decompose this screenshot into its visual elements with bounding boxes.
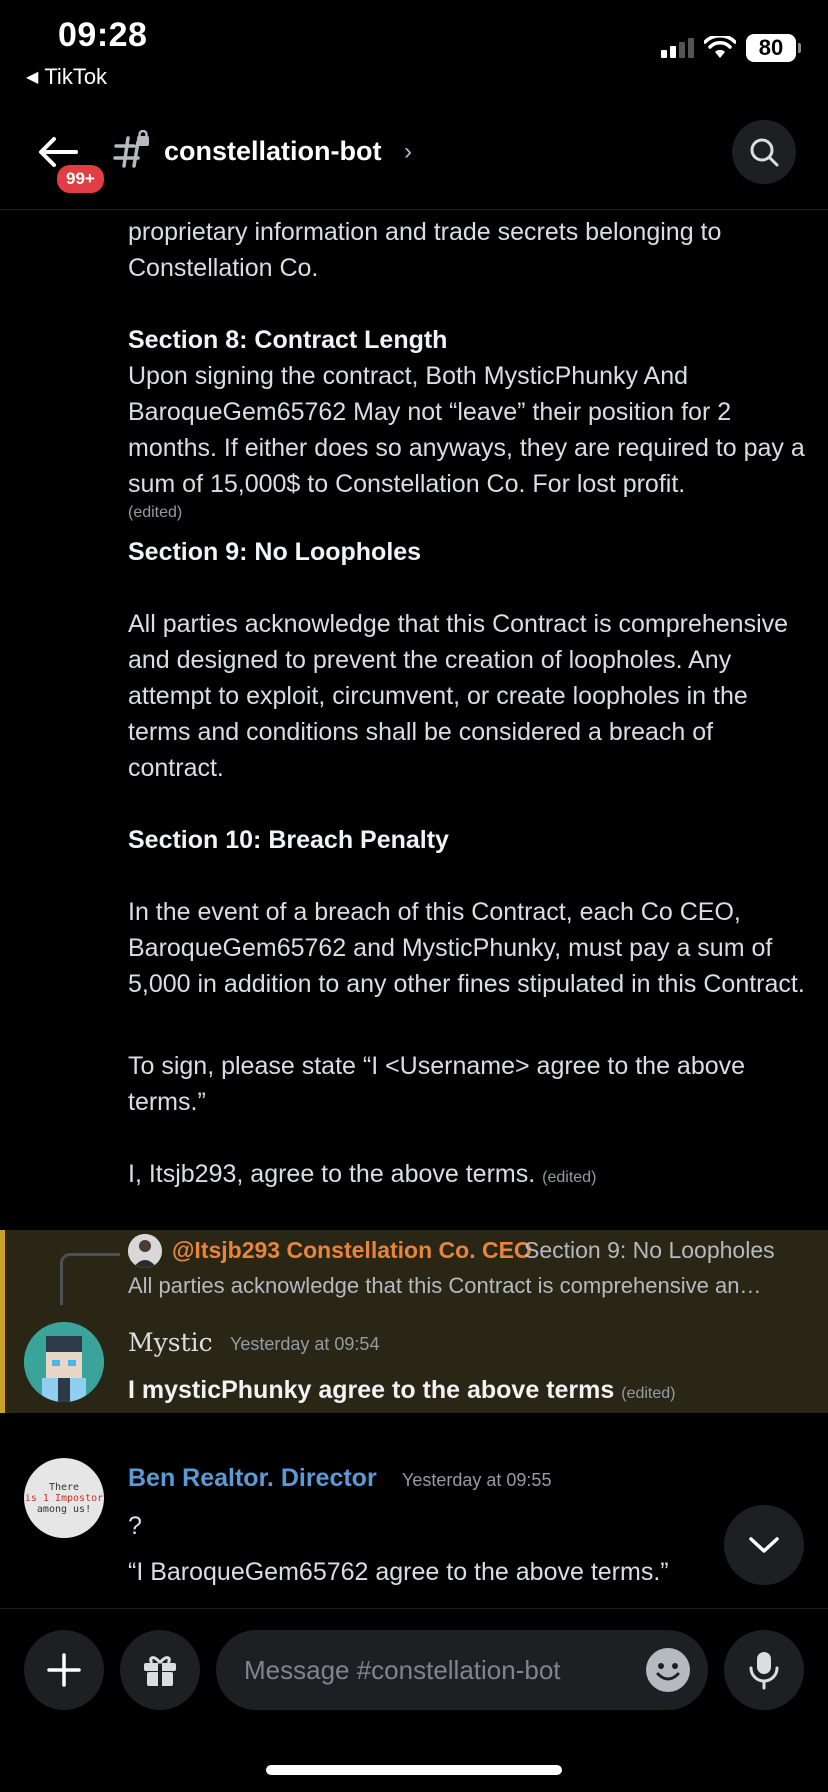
person-icon bbox=[128, 1234, 162, 1268]
emoji-button[interactable] bbox=[646, 1648, 690, 1692]
mystic-message: I mysticPhunky agree to the above terms bbox=[128, 1376, 615, 1404]
ben-timestamp: Yesterday at 09:55 bbox=[402, 1470, 552, 1490]
signature-line-row bbox=[128, 1156, 808, 1196]
ben-avatar[interactable] bbox=[24, 1458, 104, 1538]
reply-author-avatar[interactable] bbox=[128, 1234, 162, 1268]
channel-name[interactable]: constellation-bot bbox=[164, 136, 382, 166]
reply-connector bbox=[60, 1253, 120, 1305]
back-triangle-icon: ◀ bbox=[26, 69, 39, 86]
search-icon bbox=[749, 137, 779, 167]
reply-mention[interactable]: @Itsjb293 Constellation Co. CEO bbox=[172, 1237, 532, 1263]
section9-title: Section 9: No Loopholes bbox=[128, 538, 422, 566]
edited-label: (edited) bbox=[128, 504, 183, 521]
search-button[interactable] bbox=[732, 120, 796, 184]
section10-title: Section 10: Breach Penalty bbox=[128, 826, 449, 854]
gift-button[interactable] bbox=[120, 1630, 200, 1710]
unread-badge: 99+ bbox=[54, 162, 107, 196]
impostor-sign-image bbox=[24, 1458, 104, 1538]
avatar-sign-line: among us! bbox=[36, 1503, 92, 1515]
battery-indicator: 80 bbox=[746, 34, 796, 62]
mystic-timestamp: Yesterday at 09:54 bbox=[230, 1334, 380, 1354]
plus-icon bbox=[46, 1652, 82, 1688]
private-channel-hash-icon bbox=[112, 130, 152, 170]
section8-body: Upon signing the contract, Both MysticPhunky And BaroqueGem65762 May not “leave” their position for 2 months. If either does so anyways, they are required to pay a sum of 15,000$ to Constellation Co. For lost profit. bbox=[128, 362, 805, 498]
chevron-right-icon[interactable]: › bbox=[404, 138, 412, 165]
message-input[interactable] bbox=[244, 1630, 624, 1710]
contract-line: proprietary information and trade secrets belonging to bbox=[128, 218, 722, 246]
avatar-sign-line: is 1 Impostor bbox=[24, 1492, 104, 1504]
contract-text-top bbox=[128, 214, 808, 286]
message-input-container[interactable] bbox=[216, 1630, 708, 1710]
status-indicators bbox=[661, 34, 796, 62]
cellular-signal-icon bbox=[661, 38, 694, 58]
add-attachment-button[interactable] bbox=[24, 1630, 104, 1710]
smiley-icon bbox=[646, 1648, 690, 1692]
pixel-avatar-icon bbox=[24, 1322, 104, 1402]
edited-label: (edited) bbox=[542, 1169, 597, 1186]
mystic-avatar[interactable] bbox=[24, 1322, 104, 1402]
ben-author-name[interactable]: Ben Realtor. Director bbox=[128, 1464, 377, 1492]
status-time: 09:28 bbox=[58, 16, 148, 54]
section8-title: Section 8: Contract Length bbox=[128, 326, 448, 354]
home-indicator[interactable] bbox=[266, 1765, 562, 1775]
channel-header bbox=[0, 100, 828, 210]
edited-label: (edited) bbox=[621, 1385, 676, 1402]
chevron-down-icon bbox=[748, 1535, 780, 1555]
back-to-app-link[interactable] bbox=[26, 64, 107, 90]
sign-instructions: To sign, please state “I <Username> agree to the above terms.” bbox=[128, 1052, 746, 1116]
contract-line: Constellation Co. bbox=[128, 254, 319, 282]
microphone-icon bbox=[746, 1650, 782, 1690]
ben-message-line2: “I BaroqueGem65762 agree to the above terms.” bbox=[128, 1558, 669, 1586]
status-bar bbox=[0, 0, 828, 100]
section9-body: All parties acknowledge that this Contract is comprehensive and designed to prevent the creation of loopholes. Any attempt to exploit, circumvent, or create loopholes in the terms and conditions shall be considered a breach of contract. bbox=[128, 610, 789, 782]
back-app-label: TikTok bbox=[44, 64, 108, 89]
reply-snippet-title[interactable]: Section 9: No Loopholes bbox=[524, 1237, 775, 1263]
mystic-message-row bbox=[128, 1372, 808, 1412]
voice-message-button[interactable] bbox=[724, 1630, 804, 1710]
avatar-sign-line: There bbox=[48, 1481, 80, 1493]
wifi-icon bbox=[704, 36, 736, 60]
ben-message-line1: ? bbox=[128, 1512, 142, 1540]
signature-line: I, Itsjb293, agree to the above terms. bbox=[128, 1160, 536, 1188]
reply-preview[interactable]: All parties acknowledge that this Contract is comprehensive an… bbox=[128, 1273, 762, 1298]
jump-to-bottom-button[interactable] bbox=[724, 1505, 804, 1585]
mystic-author-name[interactable]: Mystic bbox=[128, 1328, 213, 1357]
gift-icon bbox=[140, 1650, 180, 1690]
section10-body: In the event of a breach of this Contract, each Co CEO, BaroqueGem65762 and MysticPhunky, must pay a sum of 5,000 in addition to any other fines stipulated in this Contract. bbox=[128, 898, 805, 998]
